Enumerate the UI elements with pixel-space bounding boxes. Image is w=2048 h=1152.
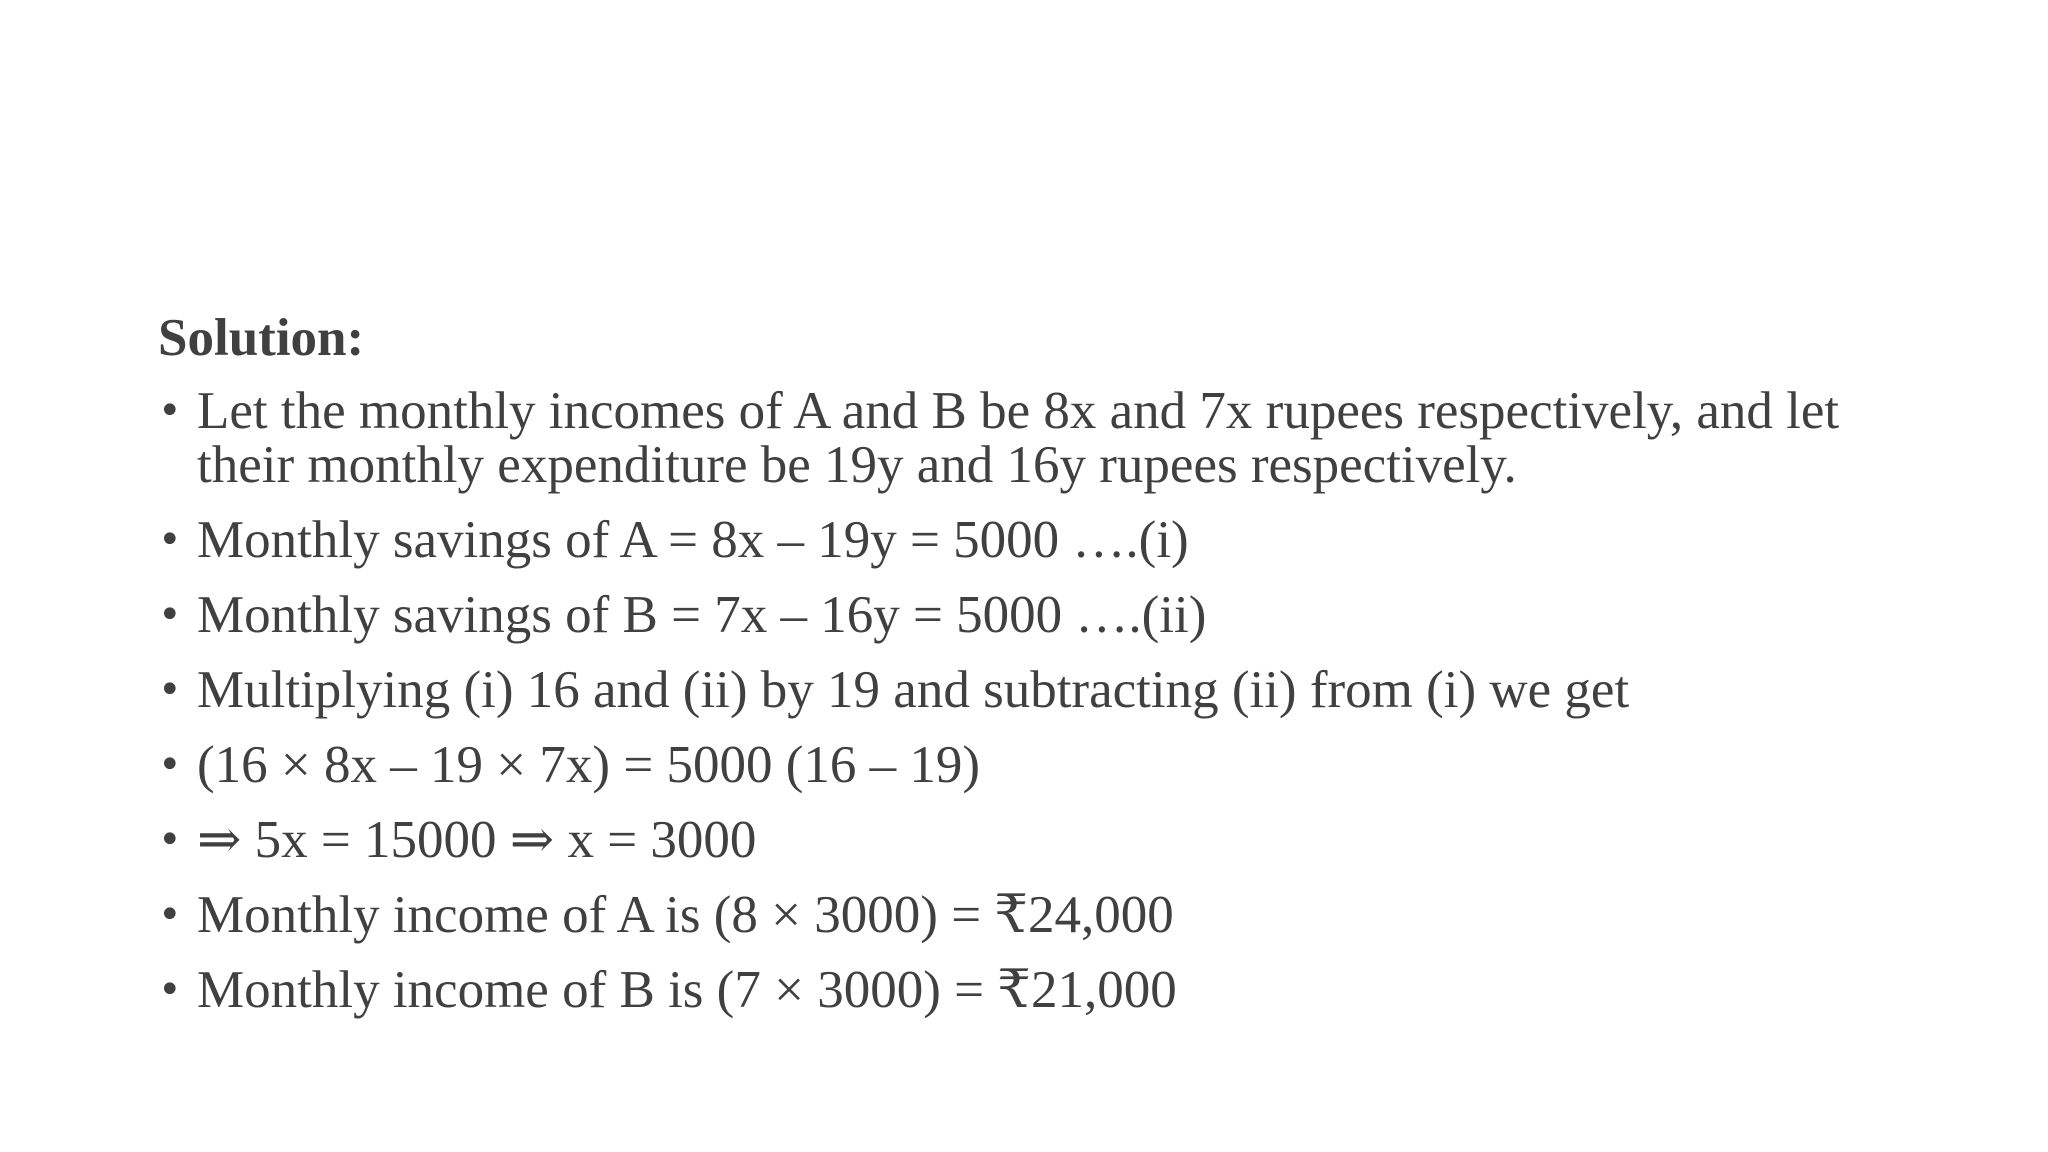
bullet-item-equation (158, 738, 1938, 792)
bullet-item-income-a (158, 888, 1938, 942)
slide-content (158, 302, 1938, 1038)
bullet-text: Let the monthly incomes of A and B be 8x and 7x rupees respectively, and let their monthly expenditure be 19y and 16y rupees respectively. (197, 382, 1840, 494)
bullet-item-savings-b (158, 588, 1938, 642)
bullet-dot-icon: • (158, 892, 182, 938)
bullet-text: ⇒ 5x = 15000 ⇒ x = 3000 (197, 811, 757, 869)
bullet-dot-icon: • (158, 517, 182, 563)
bullet-dot-icon: • (158, 667, 182, 713)
bullet-text: Monthly income of A is (8 × 3000) = ₹24,000 (197, 886, 1174, 944)
bullet-item-incomes (158, 384, 1938, 492)
bullet-item-solve-x (158, 813, 1938, 867)
bullet-text: Multiplying (i) 16 and (ii) by 19 and subtracting (ii) from (i) we get (197, 661, 1630, 719)
bullet-text: Monthly income of B is (7 × 3000) = ₹21,000 (197, 961, 1177, 1019)
bullet-text: Monthly savings of A = 8x – 19y = 5000 ….(i) (197, 511, 1189, 569)
bullet-text: (16 × 8x – 19 × 7x) = 5000 (16 – 19) (197, 736, 981, 794)
solution-bullet-list (158, 384, 1938, 1017)
bullet-dot-icon: • (158, 388, 182, 434)
bullet-item-multiplying (158, 663, 1938, 717)
bullet-dot-icon: • (158, 742, 182, 788)
solution-heading: Solution: (158, 309, 365, 367)
bullet-item-income-b (158, 963, 1938, 1017)
bullet-text: Monthly savings of B = 7x – 16y = 5000 ….(ii) (197, 586, 1207, 644)
bullet-dot-icon: • (158, 967, 182, 1013)
bullet-dot-icon: • (158, 592, 182, 638)
bullet-dot-icon: • (158, 817, 182, 863)
bullet-item-savings-a (158, 513, 1938, 567)
